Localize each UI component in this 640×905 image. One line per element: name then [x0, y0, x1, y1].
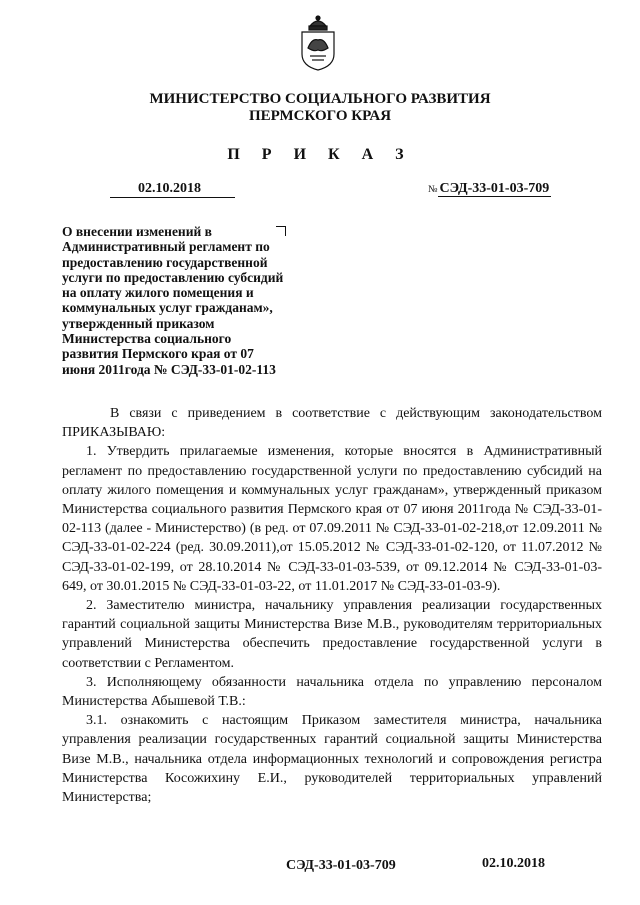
order-number: СЭД-33-01-03-709 — [439, 181, 550, 196]
ministry-name-line2: ПЕРМСКОГО КРАЯ — [248, 108, 392, 124]
document-type-title: П Р И К А З — [227, 146, 413, 163]
paragraph-3-1: 3.1. ознакомить с настоящим Приказом заместителя министра, начальника управления реализации государственных гарантий социальной защиты Министерства Визе М.В., начальника отдела информационных технологий и сопровождения регистра Министерства Косожихину Е.И., руководителей территориальных управлений Министерства; — [62, 713, 602, 806]
intro-paragraph: В связи с приведением в соответствие с действующим законодательством ПРИКАЗЫВАЮ: — [62, 406, 602, 441]
perm-krai-coat-of-arms-icon — [296, 12, 340, 72]
paragraph-3: 3. Исполняющему обязанности начальника отдела по управлению персоналом Министерства Абышевой Т.В.: — [62, 674, 602, 710]
paragraph-2: 2. Заместителю министра, начальнику управления реализации государственных гарантий социальной защиты Министерства Визе М.В., руководителям территориальных управлений Министерства обеспечить предоставление государственной услуги в соответствии с Регламентом. — [62, 598, 602, 671]
order-date: 02.10.2018 — [110, 181, 235, 198]
order-subject: О внесении изменений в Административный регламент по предоставлению государственной услуги по предоставлению субсидий на оплату жилого помещения и коммунальных услуг гражданам», утвержденный приказом Министерства социального развития Пермского края от 07 июня 2011года № СЭД-33-01-02-113 — [62, 224, 284, 377]
order-number-field — [428, 181, 551, 197]
order-body — [62, 404, 602, 807]
footer-order-number: СЭД-33-01-03-709 — [286, 858, 396, 873]
ministry-name-line1: МИНИСТЕРСТВО СОЦИАЛЬНОГО РАЗВИТИЯ — [149, 91, 491, 107]
footer-order-date: 02.10.2018 — [482, 856, 545, 871]
paragraph-1: 1. Утвердить прилагаемые изменения, которые вносятся в Административный регламент по предоставлению государственной услуги по предоставлению субсидий на оплату жилого помещения и коммунальных услуг гражданам», утвержденный приказом Министерства социального развития Пермского края от 07 июня 2011года № СЭД-33-01-02-113 (далее - Министерство) (в ред. от 07.09.2011 № СЭД-33-01-02-218,от 12.09.2011 № СЭД-33-01-02-224 (ред. 30.09.2011),от 15.05.2012 № СЭД-33-01-02-120, от 11.07.2012 № СЭД-33-01-02-199, от 28.10.2014 № СЭД-33-01-03-539, от 09.12.2014 № СЭД-33-01-03-649, от 30.01.2015 № СЭД-33-01-03-22, от 11.01.2017 № СЭД-33-01-03-9). — [62, 444, 602, 594]
number-sign: № — [428, 184, 438, 195]
